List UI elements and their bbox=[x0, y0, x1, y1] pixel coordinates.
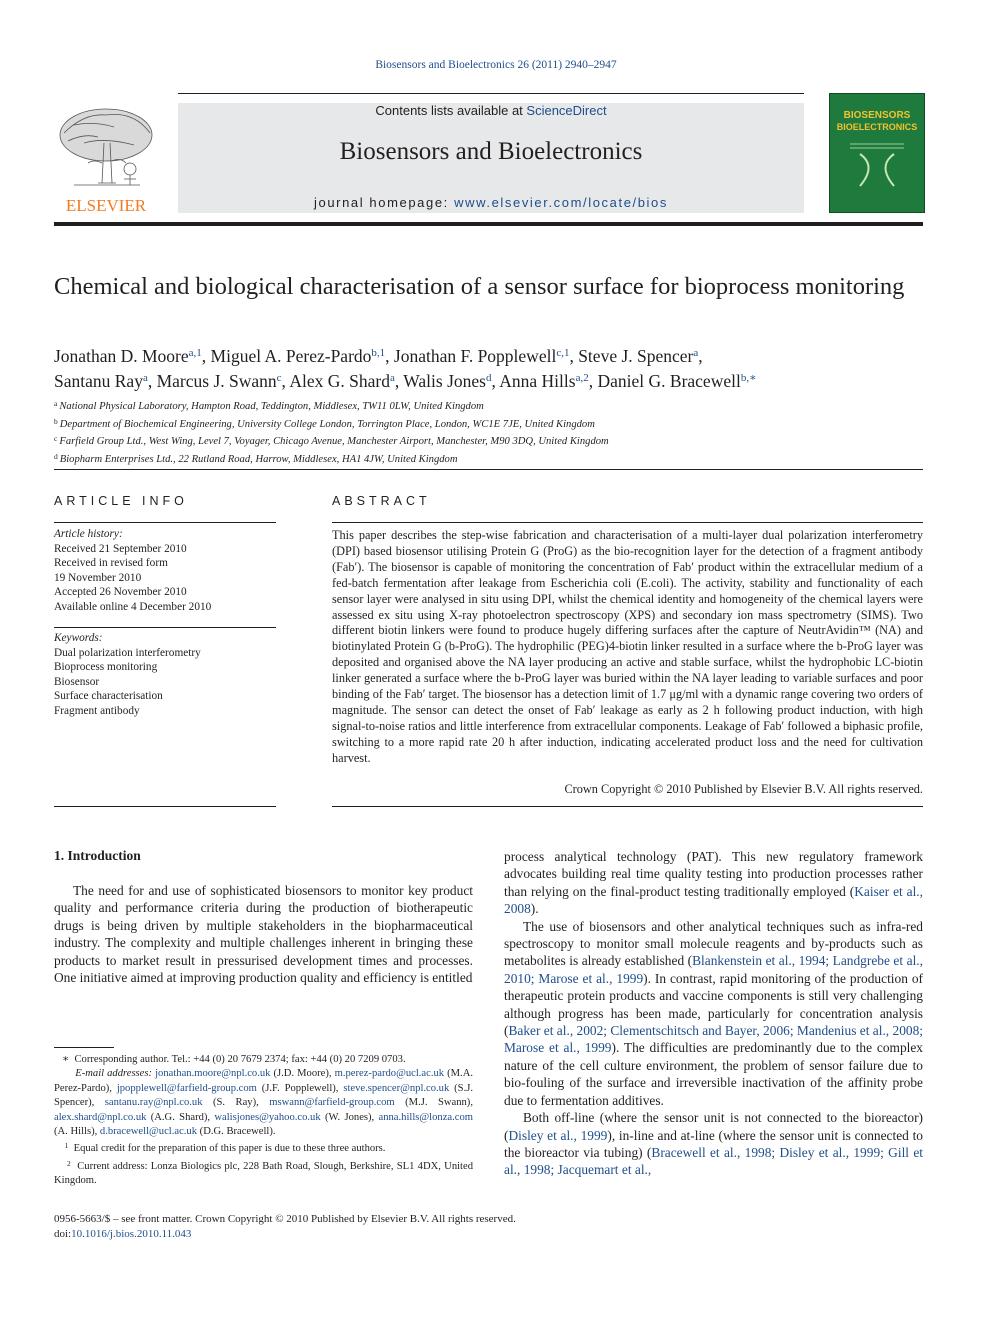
author-list bbox=[54, 342, 924, 392]
email-link[interactable]: anna.hills@lonza.com bbox=[378, 1111, 473, 1123]
body-column-right bbox=[504, 848, 923, 1179]
journal-name: Biosensors and Bioelectronics bbox=[339, 138, 643, 165]
email-link[interactable]: santanu.ray@npl.co.uk bbox=[104, 1097, 203, 1109]
citation-link[interactable]: Disley et al., 1999 bbox=[508, 1127, 608, 1143]
author: Jonathan D. Moore$^{a,1}$, bbox=[54, 346, 211, 366]
divider bbox=[54, 522, 276, 523]
author: Steve J. Spencer$^a$, bbox=[578, 346, 703, 366]
issn-line: 0956-5663/$ – see front matter. Crown Copyright © 2010 Published by Elsevier B.V. All rights reserved. doi:10.1016/j.bios.2010.11.043 bbox=[54, 1213, 516, 1240]
email-link[interactable]: jonathan.moore@npl.co.uk bbox=[155, 1068, 271, 1080]
divider bbox=[332, 806, 923, 807]
abstract-heading: ABSTRACT bbox=[332, 494, 431, 508]
citation-link[interactable]: Bracewell et al., 1998; Disley et al., 1999; Gill et al., 1998; Jacquemart et al., bbox=[504, 1144, 923, 1178]
author: Daniel G. Bracewell$^{b,∗}$ bbox=[597, 371, 757, 391]
footnote: $^2$ Current address: Lonza Biologics plc, 228 Bath Road, Slough, Berkshire, SL1 4DX, United Kingdom. bbox=[54, 1158, 473, 1187]
author: Miguel A. Perez-Pardo$^{b,1}$, bbox=[210, 346, 394, 366]
corresponding-author-note: ∗ Corresponding author. Tel.: +44 (0) 20 7679 2374; fax: +44 (0) 20 7209 0703. bbox=[61, 1054, 406, 1065]
paragraph: process analytical technology (PAT). This new regulatory framework advocates building real time quality testing into production processes rather than relying on the final-product testing traditionally employed (Kaiser et al., 2008). bbox=[504, 849, 923, 917]
keyword: Bioprocess monitoring bbox=[54, 661, 158, 673]
header-thick-rule bbox=[54, 222, 923, 226]
email-link[interactable]: alex.shard@npl.co.uk bbox=[54, 1111, 147, 1123]
author: Jonathan F. Popplewell$^{c,1}$, bbox=[393, 346, 579, 366]
sciencedirect-link[interactable]: ScienceDirect bbox=[526, 103, 607, 118]
citation-link[interactable]: Kaiser et al., 2008 bbox=[504, 883, 923, 917]
article-title: Chemical and biological characterisation of a sensor surface for bioprocess monitoring bbox=[54, 273, 905, 300]
body-column-left bbox=[54, 882, 473, 986]
email-link[interactable]: mswann@farfield-group.com bbox=[269, 1097, 395, 1109]
email-link[interactable]: steve.spencer@npl.co.uk bbox=[343, 1082, 450, 1094]
abstract-copyright: Crown Copyright © 2010 Published by Elsevier B.V. All rights reserved. bbox=[564, 782, 923, 796]
email-link[interactable]: jpopplewell@farfield-group.com bbox=[116, 1082, 257, 1094]
author: Santanu Ray$^a$, bbox=[54, 371, 157, 391]
author: Marcus J. Swann$^c$, bbox=[156, 371, 290, 391]
affiliation: $^d$ Biopharm Enterprises Ltd., 22 Rutland Road, Harrow, Middlesex, HA1 4JW, United Kingdom bbox=[54, 451, 458, 465]
paragraph: Both off-line (where the sensor unit is not connected to the bioreactor) (Disley et al., 1999), in-line and at-line (where the sensor unit is connected to the bioreactor via tubing) (Bracewell et al., 1998; Disley et al., 1999; Gill et al., 1998; Jacquemart et al., bbox=[504, 1110, 923, 1178]
author: Anna Hills$^{a,2}$, bbox=[499, 371, 598, 391]
email-link[interactable]: d.bracewell@ucl.ac.uk bbox=[99, 1126, 198, 1138]
keyword: Fragment antibody bbox=[54, 704, 140, 717]
affiliation: $^b$ Department of Biochemical Engineering, University College London, Torrington Place, London, WC1E 7JE, United Kingdom bbox=[54, 416, 595, 430]
email-addresses: E-mail addresses: jonathan.moore@npl.co.uk (J.D. Moore), m.perez-pardo@ucl.ac.uk (M.A. Perez-Pardo), jpopplewell@farfield-group.com (J.F. Popplewell), steve.spencer@npl.co.uk (S.J. Spencer), santanu.ray@npl.co.uk (S. Ray), mswann@farfield-group.com (M.J. Swann), alex.shard@npl.co.uk (A.G. Shard), walisjones@yahoo.co.uk (W. Jones), anna.hills@lonza.com (A. Hills), d.bracewell@ucl.ac.uk (D.G. Bracewell). bbox=[54, 1068, 474, 1138]
footnotes bbox=[54, 1053, 473, 1189]
doi-link[interactable]: 10.1016/j.bios.2010.11.043 bbox=[71, 1227, 192, 1240]
affiliations bbox=[54, 397, 924, 467]
footnote: $^1$ Equal credit for the preparation of this paper is due to these three authors. bbox=[64, 1141, 386, 1155]
author: Alex G. Shard$^a$, bbox=[289, 371, 404, 391]
footnote-rule bbox=[54, 1047, 114, 1048]
article-info-heading: ARTICLE INFO bbox=[54, 494, 188, 508]
journal-homepage: journal homepage: www.elsevier.com/locate/bios bbox=[314, 195, 668, 210]
header-rule bbox=[178, 93, 804, 94]
email-link[interactable]: walisjones@yahoo.co.uk bbox=[214, 1111, 321, 1123]
elsevier-logo bbox=[54, 103, 158, 215]
divider bbox=[54, 627, 276, 628]
homepage-link[interactable]: www.elsevier.com/locate/bios bbox=[454, 195, 668, 210]
contents-line: Contents lists available at ScienceDirect bbox=[375, 103, 607, 118]
affiliation: $^c$ Farfield Group Ltd., West Wing, Level 7, Voyager, Chicago Avenue, Manchester Airport, Manchester, M90 3DQ, United Kingdom bbox=[54, 434, 609, 447]
svg-text:ELSEVIER: ELSEVIER bbox=[65, 196, 147, 215]
keyword: Surface characterisation bbox=[54, 690, 163, 702]
citation-link[interactable]: Blankenstein et al., 1994; Landgrebe et al., 2010; Marose et al., 1999 bbox=[504, 953, 923, 986]
email-link[interactable]: m.perez-pardo@ucl.ac.uk bbox=[334, 1068, 445, 1080]
keyword: Dual polarization interferometry bbox=[54, 646, 201, 659]
section-heading: 1. Introduction bbox=[54, 848, 141, 863]
journal-cover[interactable] bbox=[829, 93, 925, 213]
divider bbox=[332, 522, 923, 523]
article-history: Article history: Received 21 September 2010 Received in revised form 19 November 2010 Accepted 26 November 2010 Available online 4 December 2010 bbox=[54, 528, 212, 613]
keyword: Biosensor bbox=[54, 675, 100, 688]
tree-icon bbox=[54, 103, 158, 215]
paragraph: The use of biosensors and other analytical techniques such as infra-red spectroscopy to monitor small molecule reagents and by-products such as metabolites is already established (Blankenstein et al., 1994; Landgrebe et al., 2010; Marose et al., 1999). In contrast, rapid monitoring of the production of therapeutic protein products and vaccine components is still very challenging although progress has been made, particularly for concentration analysis (Baker et al., 2002; Clementschitsch and Bayer, 2006; Mandenius et al., 2008; Marose et al., 1999). The difficulties are predominantly due to the complex nature of the cell culture environment, the problem of sensor failure due to bio-fouling of the surface and irreversible inactivation of the affinity probe due to fermentation additives. bbox=[504, 918, 923, 1108]
paragraph: The need for and use of sophisticated biosensors to monitor key product quality and performance criteria during the production of biotherapeutic drugs is being driven by multiple stakeholders in the biopharmaceutical industry. The complexity and multiple challenges inherent in bringing these products to market result in pressurised development times and processes. One initiative aimed at improving production quality and efficiency is entitled bbox=[54, 883, 473, 986]
svg-text:BIOSENSORS: BIOSENSORS bbox=[843, 110, 911, 121]
svg-text:BIOELECTRONICS: BIOELECTRONICS bbox=[836, 122, 918, 132]
author: Walis Jones$^d$, bbox=[403, 371, 500, 391]
citation-link[interactable]: Baker et al., 2002; Clementschitsch and Bayer, 2006; Mandenius et al., 2008; Marose et al., 1999 bbox=[504, 1023, 923, 1056]
divider bbox=[54, 469, 923, 470]
keywords: Keywords: Dual polarization interferometry Bioprocess monitoring Biosensor Surface characterisation Fragment antibody bbox=[54, 631, 276, 718]
abstract-text: This paper describes the step-wise fabrication and characterisation of a multi-layer dual polarization interferometry (DPI) based biosensor utilising Protein G (ProG) as the bio-recognition layer for the detection of a fragment antibody (Fab′). The biosensor is capable of monitoring the concentration of Fab′ product within the extracellular medium of a fed-batch fermentation after leakage from Escherichia coli (E.coli). The activity, stability and functionality of each sensor layer were analysed in situ using DPI, whilst the chemical identity and homogeneity of the chemical layers were assessed ex situ using X-ray photoelectron spectroscopy (XPS) and secondary ion mass spectrometry (SIMS). Two different biotin linkers were found to produce hugely differing surfaces after the capture of NeutrAvidin™ (NA) and biotinylated Protein G (b-ProG). The hydrophilic (PEG)4-biotin linker resulted in a surface where the b-ProG layer was deposited and organised above the NA layer producing an active and stable surface, whilst the hydrophobic LC-biotin linker generated a surface where the b-ProG layer was buried within the NA layer leading to variable surfaces and poor binding of the Fab′ target. The biosensor has a detection limit of 1.7 μg/ml with a dynamic range covering two orders of magnitude. The sensor can detect the onset of Fab′ leakage as early as 2 h following product induction, with high signal-to-noise ratios and little interference from extracellular components. Leakage of Fab′ followed a biphasic profile, switching to a more rapid rate 20 h after induction, indicating accelerated product loss and the need for cultivation harvest. bbox=[332, 528, 923, 765]
journal-citation[interactable]: Biosensors and Bioelectronics 26 (2011) 2940–2947 bbox=[375, 59, 617, 71]
divider bbox=[54, 806, 276, 807]
affiliation: $^a$ National Physical Laboratory, Hampton Road, Teddington, Middlesex, TW11 0LW, United Kingdom bbox=[54, 399, 484, 412]
